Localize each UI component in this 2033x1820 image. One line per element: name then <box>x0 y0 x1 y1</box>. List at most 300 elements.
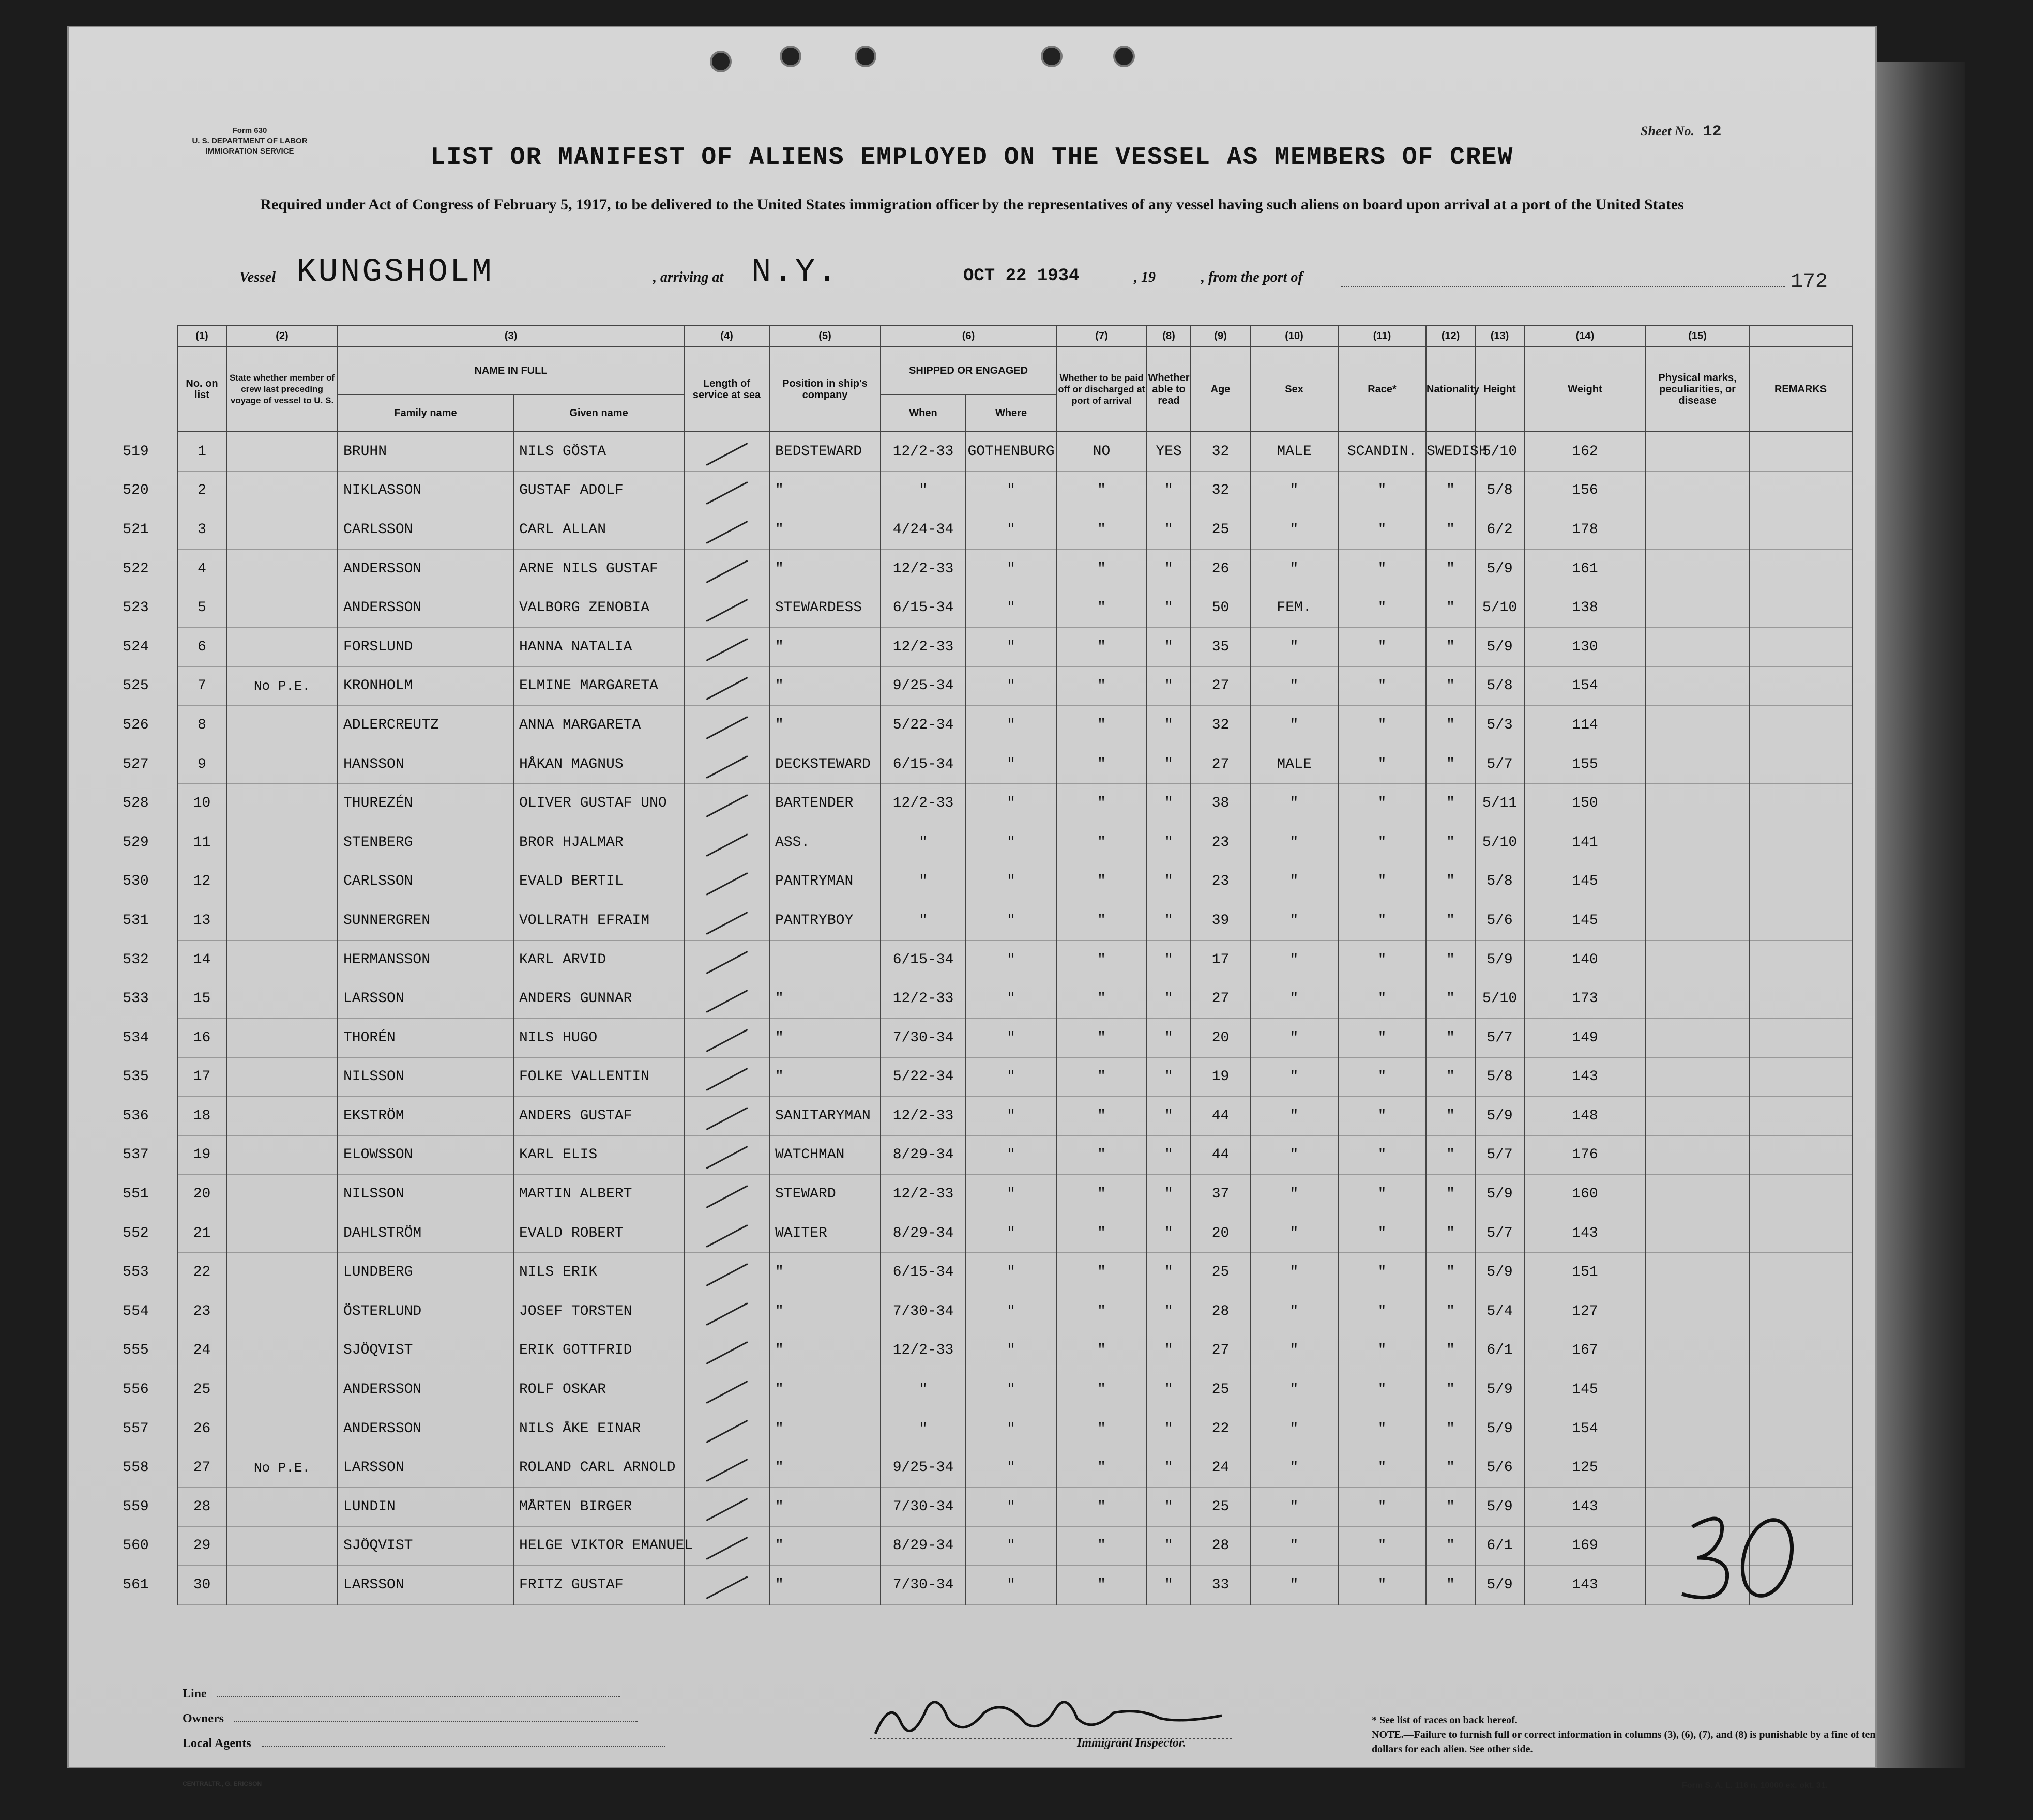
family-cell: DAHLSTRÖM <box>338 1214 513 1253</box>
weight-cell: 143 <box>1524 1057 1646 1097</box>
weight-cell: 176 <box>1524 1135 1646 1175</box>
service-length-mark <box>684 784 769 823</box>
sex-cell: " <box>1250 706 1338 745</box>
prev-cell <box>226 1566 338 1605</box>
sex-cell: " <box>1250 666 1338 706</box>
sex-cell: " <box>1250 1253 1338 1292</box>
weight-cell: 155 <box>1524 745 1646 784</box>
family-cell: ADLERCREUTZ <box>338 706 513 745</box>
serial-cell: 532 <box>95 940 177 979</box>
prev-cell <box>226 432 338 471</box>
no-cell: 13 <box>177 901 226 941</box>
where-cell: " <box>966 979 1056 1019</box>
age-cell: 23 <box>1191 862 1250 901</box>
nat-cell: " <box>1426 901 1475 941</box>
race-cell: " <box>1338 1175 1426 1214</box>
race-cell: " <box>1338 745 1426 784</box>
when-cell: 12/2-33 <box>881 1097 966 1136</box>
service-length-mark <box>684 666 769 706</box>
serial-cell: 519 <box>95 432 177 471</box>
binder-hole <box>855 46 876 67</box>
remarks-cell <box>1749 1409 1852 1448</box>
serial-cell: 557 <box>95 1409 177 1448</box>
where-cell: " <box>966 745 1056 784</box>
age-cell: 27 <box>1191 1331 1250 1370</box>
no-cell: 5 <box>177 588 226 628</box>
prev-cell <box>226 1370 338 1409</box>
position-cell: DECKSTEWARD <box>769 745 881 784</box>
serial-cell: 553 <box>95 1253 177 1292</box>
prev-cell <box>226 510 338 550</box>
physical-marks-cell <box>1646 549 1749 588</box>
prev-cell <box>226 940 338 979</box>
race-cell: " <box>1338 1097 1426 1136</box>
physical-marks-cell <box>1646 1018 1749 1057</box>
penalty-note: NOTE.—Failure to furnish full or correct information in columns (3), (6), (7), and (8) is punishable by a fine of ten dollars for each alien. See other side. <box>1372 1729 1876 1755</box>
position-cell: ASS. <box>769 823 881 862</box>
remarks-cell <box>1749 510 1852 550</box>
table-row <box>95 1566 1852 1605</box>
paid-cell: " <box>1056 1331 1147 1370</box>
sex-cell: " <box>1250 627 1338 666</box>
race-cell: " <box>1338 823 1426 862</box>
height-cell: 6/1 <box>1475 1526 1524 1566</box>
inspector-label: Immigrant Inspector. <box>1077 1736 1186 1750</box>
col-family-name: Family name <box>338 395 513 432</box>
col-num-15: (15) <box>1646 325 1749 347</box>
weight-cell: 127 <box>1524 1292 1646 1331</box>
year-prefix: , 19 <box>1134 269 1156 285</box>
paid-cell: " <box>1056 862 1147 901</box>
paid-cell: " <box>1056 1057 1147 1097</box>
age-cell: 17 <box>1191 940 1250 979</box>
physical-marks-cell <box>1646 706 1749 745</box>
given-cell: HANNA NATALIA <box>513 627 684 666</box>
paid-cell: " <box>1056 1409 1147 1448</box>
when-cell: 12/2-33 <box>881 432 966 471</box>
weight-cell: 145 <box>1524 862 1646 901</box>
service-length-mark <box>684 1214 769 1253</box>
family-cell: EKSTRÖM <box>338 1097 513 1136</box>
given-cell: ANDERS GUSTAF <box>513 1097 684 1136</box>
col-num-13: (13) <box>1475 325 1524 347</box>
remarks-cell <box>1749 1292 1852 1331</box>
given-cell: HELGE VIKTOR EMANUEL <box>513 1526 684 1566</box>
position-cell: " <box>769 1526 881 1566</box>
table-row <box>95 1135 1852 1175</box>
read-cell: " <box>1147 784 1191 823</box>
physical-marks-cell <box>1646 1409 1749 1448</box>
serial-cell: 534 <box>95 1018 177 1057</box>
col-height: Height <box>1475 347 1524 432</box>
col-length-of-service: Length of service at sea <box>684 347 769 432</box>
service-length-mark <box>684 940 769 979</box>
service-length-mark <box>684 1253 769 1292</box>
paid-cell: " <box>1056 979 1147 1019</box>
weight-cell: 130 <box>1524 627 1646 666</box>
age-cell: 33 <box>1191 1566 1250 1605</box>
height-cell: 5/9 <box>1475 1566 1524 1605</box>
crew-manifest-table <box>95 325 1853 1605</box>
where-cell: " <box>966 666 1056 706</box>
given-cell: BROR HJALMAR <box>513 823 684 862</box>
paid-cell: " <box>1056 666 1147 706</box>
where-cell: " <box>966 588 1056 628</box>
position-cell: " <box>769 549 881 588</box>
service: IMMIGRATION SERVICE <box>205 147 294 156</box>
nat-cell: " <box>1426 1370 1475 1409</box>
position-cell: STEWARD <box>769 1175 881 1214</box>
serial-cell: 522 <box>95 549 177 588</box>
height-cell: 5/9 <box>1475 1175 1524 1214</box>
table-row <box>95 1214 1852 1253</box>
service-length-mark <box>684 627 769 666</box>
given-cell: ARNE NILS GUSTAF <box>513 549 684 588</box>
sex-cell: " <box>1250 510 1338 550</box>
serial-cell: 560 <box>95 1526 177 1566</box>
given-cell: OLIVER GUSTAF UNO <box>513 784 684 823</box>
table-row <box>95 432 1852 471</box>
given-cell: ELMINE MARGARETA <box>513 666 684 706</box>
nat-cell: " <box>1426 1175 1475 1214</box>
remarks-cell <box>1749 1448 1852 1488</box>
weight-cell: 148 <box>1524 1097 1646 1136</box>
remarks-cell <box>1749 901 1852 941</box>
when-cell: 8/29-34 <box>881 1526 966 1566</box>
race-cell: " <box>1338 1488 1426 1527</box>
col-sex: Sex <box>1250 347 1338 432</box>
nat-cell: " <box>1426 1409 1475 1448</box>
position-cell: BARTENDER <box>769 784 881 823</box>
table-row <box>95 549 1852 588</box>
where-cell: " <box>966 1566 1056 1605</box>
service-length-mark <box>684 1175 769 1214</box>
nat-cell: " <box>1426 1331 1475 1370</box>
table-row <box>95 901 1852 941</box>
age-cell: 37 <box>1191 1175 1250 1214</box>
physical-marks-cell <box>1646 901 1749 941</box>
table-row <box>95 1526 1852 1566</box>
family-cell: ANDERSSON <box>338 549 513 588</box>
when-cell: 8/29-34 <box>881 1135 966 1175</box>
paid-cell: " <box>1056 1566 1147 1605</box>
remarks-cell <box>1749 1253 1852 1292</box>
serial-cell: 536 <box>95 1097 177 1136</box>
service-length-mark <box>684 1097 769 1136</box>
age-cell: 20 <box>1191 1214 1250 1253</box>
sex-cell: " <box>1250 1448 1338 1488</box>
given-cell: ANNA MARGARETA <box>513 706 684 745</box>
col-able-to-read: Whether able to read <box>1147 347 1191 432</box>
height-cell: 5/9 <box>1475 1253 1524 1292</box>
arriving-port: N.Y. <box>751 254 839 291</box>
no-cell: 4 <box>177 549 226 588</box>
service-length-mark <box>684 1135 769 1175</box>
weight-cell: 173 <box>1524 979 1646 1019</box>
remarks-cell <box>1749 432 1852 471</box>
service-length-mark <box>684 745 769 784</box>
nat-cell: SWEDISH <box>1426 432 1475 471</box>
remarks-cell <box>1749 1097 1852 1136</box>
sex-cell: " <box>1250 1488 1338 1527</box>
age-cell: 44 <box>1191 1097 1250 1136</box>
col-num-5: (5) <box>769 325 881 347</box>
nat-cell: " <box>1426 1018 1475 1057</box>
when-cell: " <box>881 901 966 941</box>
position-cell: WATCHMAN <box>769 1135 881 1175</box>
sheet-number <box>1641 123 1722 141</box>
nat-cell: " <box>1426 940 1475 979</box>
weight-cell: 169 <box>1524 1526 1646 1566</box>
family-cell: FORSLUND <box>338 627 513 666</box>
handwritten-total <box>1806 1542 1807 1543</box>
remarks-cell <box>1749 784 1852 823</box>
race-cell: " <box>1338 549 1426 588</box>
when-cell: 6/15-34 <box>881 1253 966 1292</box>
sex-cell: " <box>1250 784 1338 823</box>
family-cell: LARSSON <box>338 979 513 1019</box>
sex-cell: " <box>1250 1214 1338 1253</box>
family-cell: KRONHOLM <box>338 666 513 706</box>
col-previous-voyage: State whether member of crew last preceding voyage of vessel to U. S. <box>226 347 338 432</box>
weight-cell: 138 <box>1524 588 1646 628</box>
port-label: , from the port of <box>1201 269 1303 285</box>
service-length-mark <box>684 706 769 745</box>
remarks-cell <box>1749 940 1852 979</box>
no-cell: 18 <box>177 1097 226 1136</box>
prev-cell <box>226 471 338 510</box>
when-cell: " <box>881 862 966 901</box>
physical-marks-cell <box>1646 940 1749 979</box>
paid-cell: " <box>1056 823 1147 862</box>
col-num-7: (7) <box>1056 325 1147 347</box>
given-cell: KARL ELIS <box>513 1135 684 1175</box>
weight-cell: 154 <box>1524 666 1646 706</box>
age-cell: 32 <box>1191 432 1250 471</box>
no-cell: 20 <box>177 1175 226 1214</box>
paid-cell: " <box>1056 1370 1147 1409</box>
when-cell: 12/2-33 <box>881 1175 966 1214</box>
remarks-cell <box>1749 1057 1852 1097</box>
form-number: Form 630 <box>232 126 267 135</box>
age-cell: 50 <box>1191 588 1250 628</box>
given-cell: NILS ÅKE EINAR <box>513 1409 684 1448</box>
sex-cell: " <box>1250 1292 1338 1331</box>
nat-cell: " <box>1426 1566 1475 1605</box>
prev-cell <box>226 862 338 901</box>
prev-cell <box>226 627 338 666</box>
weight-cell: 154 <box>1524 1409 1646 1448</box>
nat-cell: " <box>1426 823 1475 862</box>
binder-hole <box>780 46 801 67</box>
position-cell: PANTRYMAN <box>769 862 881 901</box>
race-cell: SCANDIN. <box>1338 432 1426 471</box>
prev-cell <box>226 706 338 745</box>
sex-cell: MALE <box>1250 432 1338 471</box>
given-cell: MÅRTEN BIRGER <box>513 1488 684 1527</box>
weight-cell: 156 <box>1524 471 1646 510</box>
nat-cell: " <box>1426 745 1475 784</box>
weight-cell: 114 <box>1524 706 1646 745</box>
paid-cell: " <box>1056 706 1147 745</box>
read-cell: " <box>1147 1097 1191 1136</box>
when-cell: 7/30-34 <box>881 1292 966 1331</box>
where-cell: " <box>966 901 1056 941</box>
nat-cell: " <box>1426 706 1475 745</box>
family-cell: ÖSTERLUND <box>338 1292 513 1331</box>
when-cell: " <box>881 823 966 862</box>
family-cell: LARSSON <box>338 1448 513 1488</box>
where-cell: " <box>966 1448 1056 1488</box>
nat-cell: " <box>1426 1135 1475 1175</box>
sex-cell: " <box>1250 471 1338 510</box>
remarks-cell <box>1749 1018 1852 1057</box>
no-cell: 11 <box>177 823 226 862</box>
binder-hole <box>1041 46 1063 67</box>
height-cell: 5/9 <box>1475 1409 1524 1448</box>
paid-cell: " <box>1056 471 1147 510</box>
no-cell: 16 <box>177 1018 226 1057</box>
sex-cell: " <box>1250 862 1338 901</box>
physical-marks-cell <box>1646 862 1749 901</box>
weight-cell: 160 <box>1524 1175 1646 1214</box>
given-cell: ROLAND CARL ARNOLD <box>513 1448 684 1488</box>
when-cell: 4/24-34 <box>881 510 966 550</box>
race-cell: " <box>1338 471 1426 510</box>
age-cell: 20 <box>1191 1018 1250 1057</box>
prev-cell <box>226 901 338 941</box>
table-row <box>95 1175 1852 1214</box>
weight-cell: 143 <box>1524 1566 1646 1605</box>
where-cell: " <box>966 1253 1056 1292</box>
where-cell: " <box>966 1488 1056 1527</box>
footnote <box>1372 1713 1889 1756</box>
race-cell: " <box>1338 862 1426 901</box>
height-cell: 5/9 <box>1475 1370 1524 1409</box>
read-cell: " <box>1147 666 1191 706</box>
col-position: Position in ship's company <box>769 347 881 432</box>
prev-cell <box>226 1292 338 1331</box>
physical-marks-cell <box>1646 1175 1749 1214</box>
serial-cell: 559 <box>95 1488 177 1527</box>
weight-cell: 145 <box>1524 1370 1646 1409</box>
position-cell: " <box>769 1448 881 1488</box>
page-number: 172 <box>1791 270 1828 294</box>
col-num-8: (8) <box>1147 325 1191 347</box>
no-cell: 29 <box>177 1526 226 1566</box>
paid-cell: " <box>1056 1175 1147 1214</box>
race-cell: " <box>1338 1370 1426 1409</box>
position-cell: " <box>769 1370 881 1409</box>
serial-cell: 528 <box>95 784 177 823</box>
col-where: Where <box>966 395 1056 432</box>
serial-cell: 533 <box>95 979 177 1019</box>
position-cell: " <box>769 1566 881 1605</box>
paid-cell: " <box>1056 940 1147 979</box>
age-cell: 25 <box>1191 510 1250 550</box>
prev-cell <box>226 823 338 862</box>
when-cell: 8/29-34 <box>881 1214 966 1253</box>
prev-cell <box>226 784 338 823</box>
age-cell: 25 <box>1191 1488 1250 1527</box>
where-cell: " <box>966 1057 1056 1097</box>
where-cell: " <box>966 1135 1056 1175</box>
where-cell: " <box>966 627 1056 666</box>
col-shipped-engaged: SHIPPED OR ENGAGED <box>881 347 1056 395</box>
serial-cell: 552 <box>95 1214 177 1253</box>
form-footer: Form S. A. L. 116 n. 10000 ex. okt. 31. <box>1682 1781 1828 1790</box>
no-cell: 21 <box>177 1214 226 1253</box>
col-num-3: (3) <box>338 325 684 347</box>
family-cell: THORÉN <box>338 1018 513 1057</box>
paid-cell: " <box>1056 1526 1147 1566</box>
position-cell <box>769 940 881 979</box>
position-cell: " <box>769 1488 881 1527</box>
given-cell: VALBORG ZENOBIA <box>513 588 684 628</box>
where-cell: " <box>966 1018 1056 1057</box>
height-cell: 5/9 <box>1475 1097 1524 1136</box>
physical-marks-cell <box>1646 1370 1749 1409</box>
paid-cell: " <box>1056 549 1147 588</box>
prev-cell <box>226 1097 338 1136</box>
race-cell: " <box>1338 784 1426 823</box>
age-cell: 23 <box>1191 823 1250 862</box>
vessel-line <box>239 255 1791 291</box>
paid-cell: " <box>1056 510 1147 550</box>
service-length-mark <box>684 1526 769 1566</box>
when-cell: 9/25-34 <box>881 1448 966 1488</box>
read-cell: " <box>1147 1448 1191 1488</box>
read-cell: YES <box>1147 432 1191 471</box>
table-row <box>95 1488 1852 1527</box>
table-row <box>95 666 1852 706</box>
service-length-mark <box>684 979 769 1019</box>
col-num-11: (11) <box>1338 325 1426 347</box>
given-cell: GUSTAF ADOLF <box>513 471 684 510</box>
family-cell: CARLSSON <box>338 862 513 901</box>
position-cell: " <box>769 1253 881 1292</box>
no-cell: 22 <box>177 1253 226 1292</box>
given-cell: FOLKE VALLENTIN <box>513 1057 684 1097</box>
serial-cell: 535 <box>95 1057 177 1097</box>
nat-cell: " <box>1426 1097 1475 1136</box>
physical-marks-cell <box>1646 432 1749 471</box>
when-cell: 6/15-34 <box>881 745 966 784</box>
family-cell: BRUHN <box>338 432 513 471</box>
where-cell: " <box>966 1370 1056 1409</box>
remarks-cell <box>1749 862 1852 901</box>
no-cell: 23 <box>177 1292 226 1331</box>
where-cell: " <box>966 940 1056 979</box>
weight-cell: 141 <box>1524 823 1646 862</box>
vessel-label: Vessel <box>239 269 276 285</box>
read-cell: " <box>1147 745 1191 784</box>
prev-cell <box>226 1253 338 1292</box>
family-cell: NILSSON <box>338 1175 513 1214</box>
where-cell: " <box>966 510 1056 550</box>
no-cell: 10 <box>177 784 226 823</box>
age-cell: 38 <box>1191 784 1250 823</box>
nat-cell: " <box>1426 666 1475 706</box>
age-cell: 27 <box>1191 666 1250 706</box>
paid-cell: " <box>1056 901 1147 941</box>
read-cell: " <box>1147 1526 1191 1566</box>
remarks-cell <box>1749 588 1852 628</box>
agents-label: Local Agents <box>183 1737 251 1750</box>
nat-cell: " <box>1426 1057 1475 1097</box>
read-cell: " <box>1147 1292 1191 1331</box>
underlying-pages <box>1872 62 1965 1768</box>
